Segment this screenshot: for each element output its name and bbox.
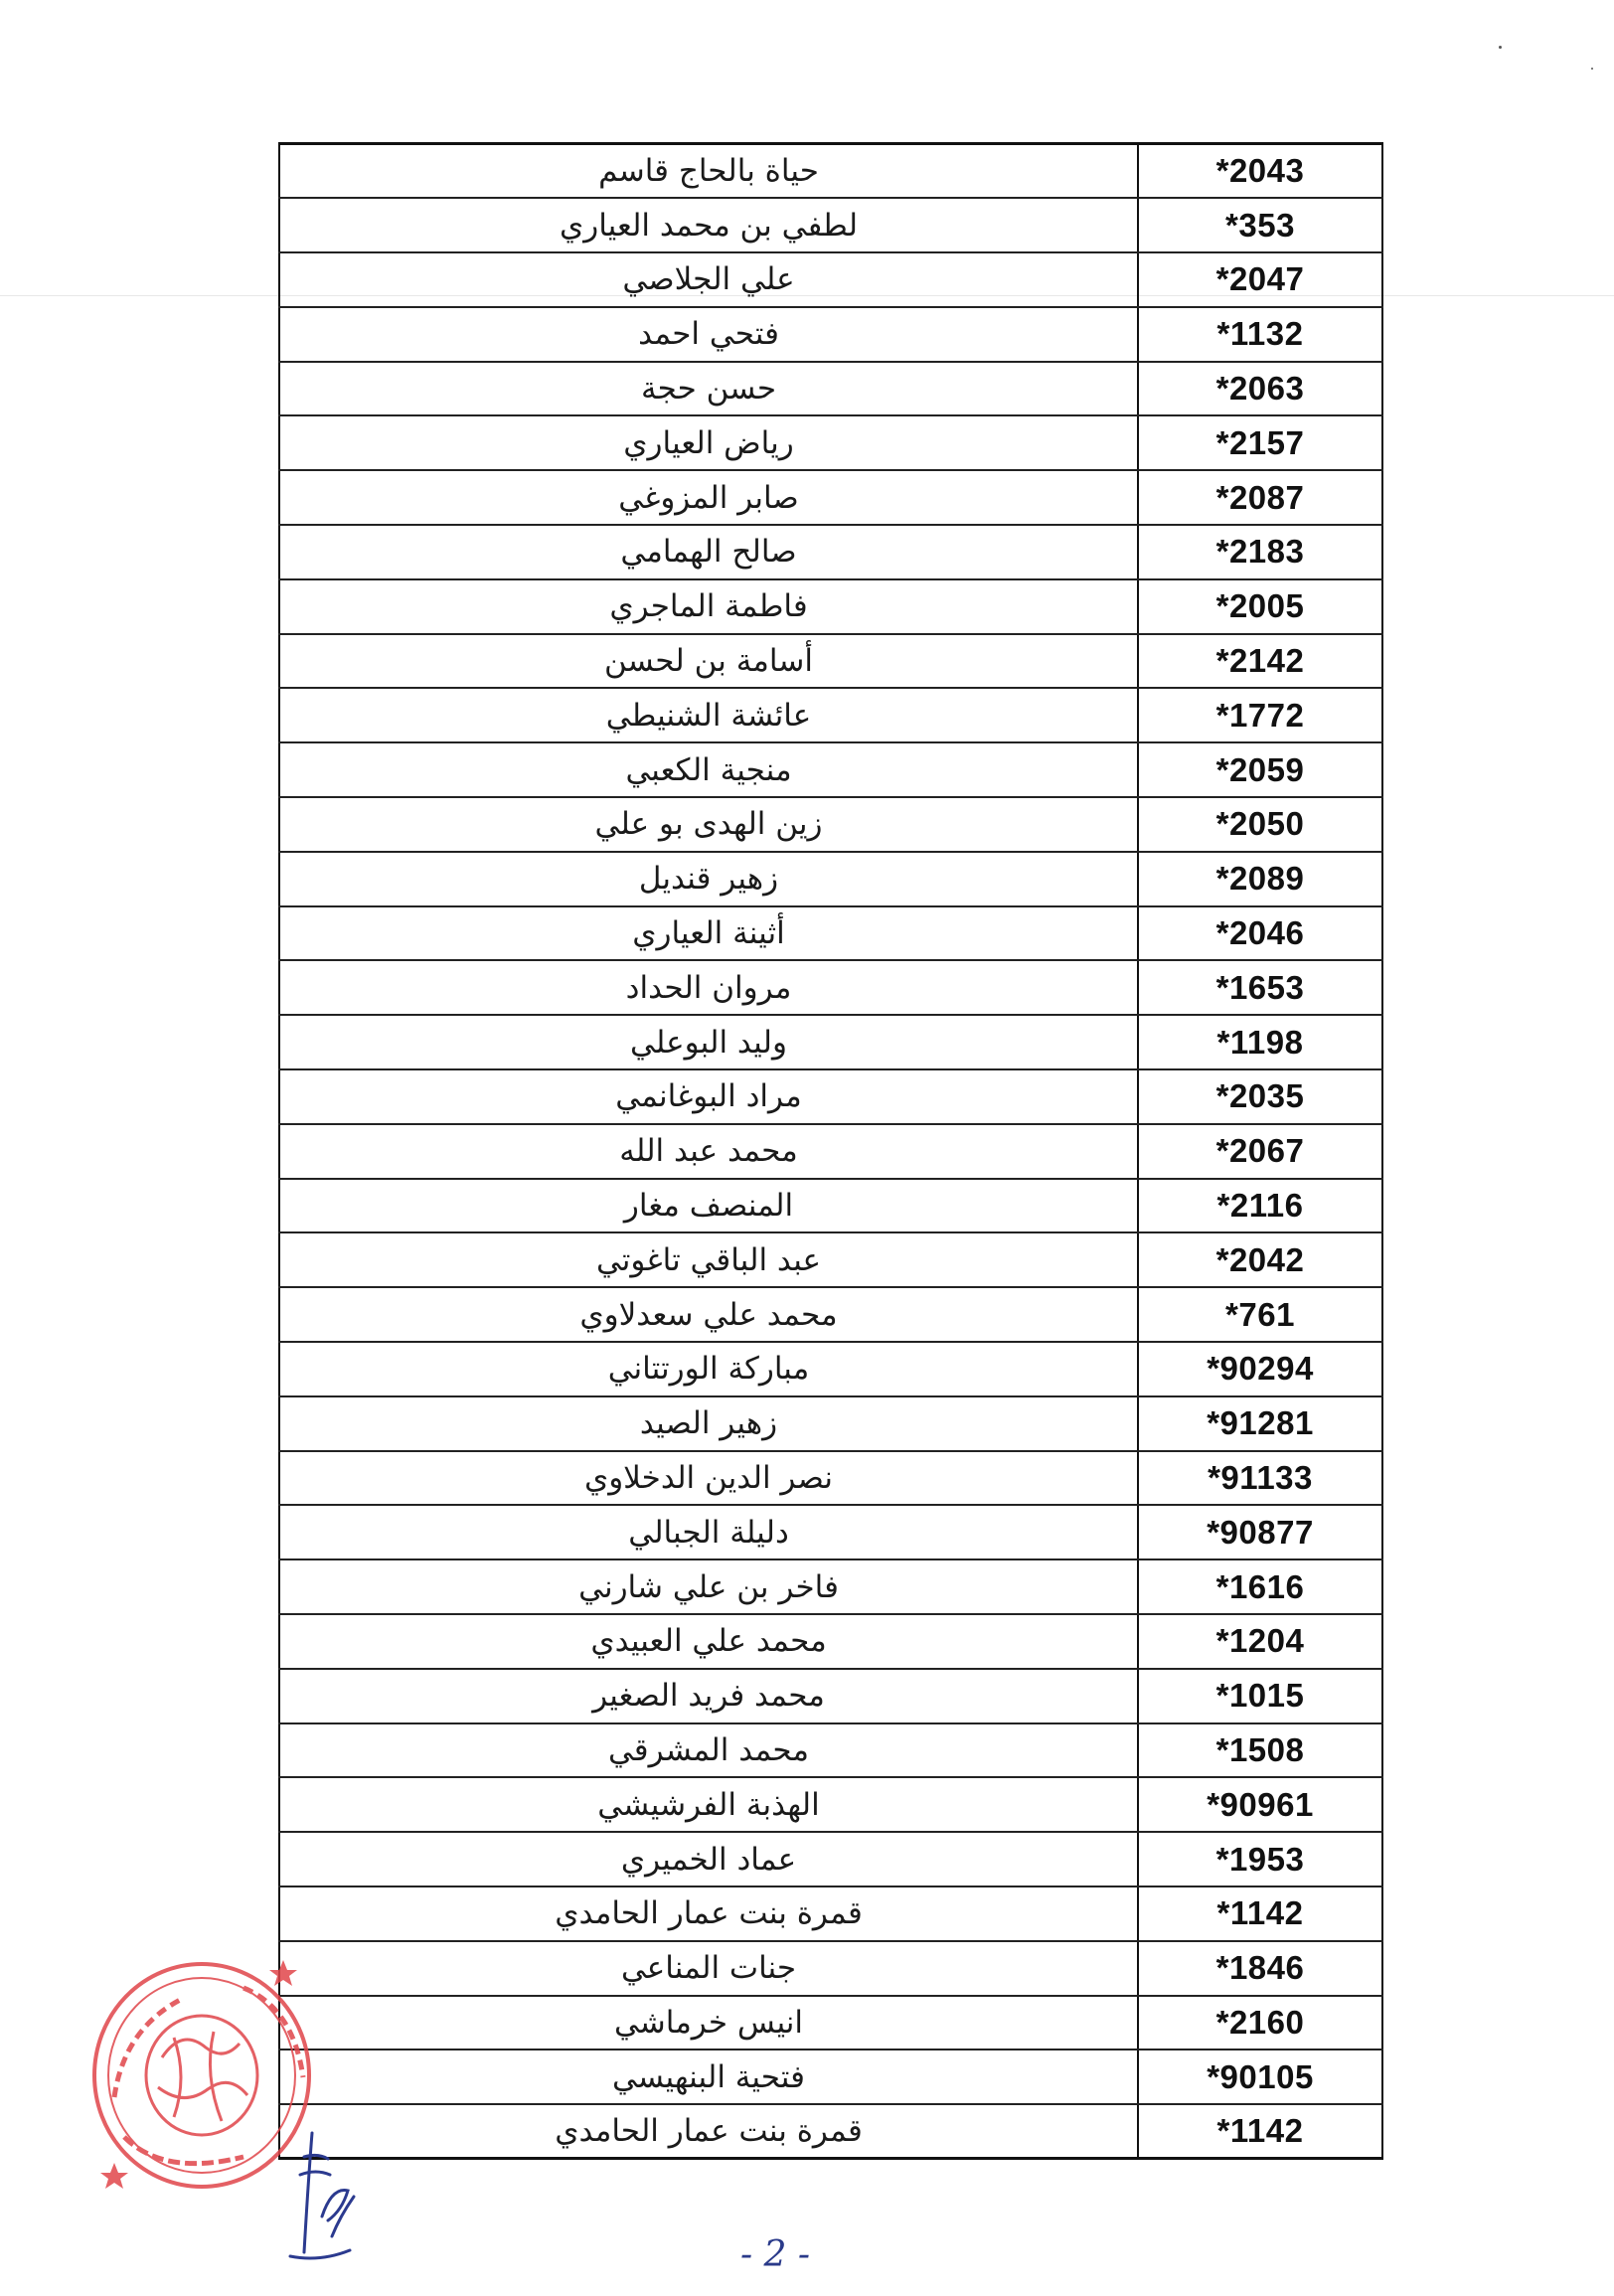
- table-row: [279, 144, 1382, 199]
- table-row: [279, 1941, 1382, 1996]
- names-table: [278, 142, 1383, 2160]
- table-row: [279, 960, 1382, 1015]
- row-code: *1653: [1138, 960, 1382, 1015]
- table-row: [279, 252, 1382, 307]
- row-name: وليد البوعلي: [279, 1015, 1138, 1069]
- table-row: [279, 1723, 1382, 1778]
- row-code: *2050: [1138, 797, 1382, 852]
- row-code: *353: [1138, 198, 1382, 252]
- row-name: عماد الخميري: [279, 1832, 1138, 1886]
- scan-speck: [1591, 68, 1593, 70]
- table-row: [279, 362, 1382, 416]
- table-row: [279, 1669, 1382, 1723]
- row-code: *2142: [1138, 634, 1382, 689]
- row-name: محمد فريد الصغير: [279, 1669, 1138, 1723]
- table-row: [279, 1886, 1382, 1941]
- row-code: *91281: [1138, 1396, 1382, 1451]
- row-name: محمد عبد الله: [279, 1124, 1138, 1179]
- row-code: *90961: [1138, 1777, 1382, 1832]
- table-row: [279, 415, 1382, 470]
- row-code: *2089: [1138, 852, 1382, 906]
- table-body: [279, 144, 1382, 2159]
- row-name: فتحية البنهيسي: [279, 2050, 1138, 2104]
- row-name: دليلة الجبالي: [279, 1505, 1138, 1559]
- row-code: *1772: [1138, 688, 1382, 742]
- row-name: زهير قنديل: [279, 852, 1138, 906]
- table-row: [279, 1777, 1382, 1832]
- row-name: زين الهدى بو علي: [279, 797, 1138, 852]
- row-code: *90294: [1138, 1342, 1382, 1396]
- table-row: [279, 1342, 1382, 1396]
- row-name: محمد المشرقي: [279, 1723, 1138, 1778]
- table-row: [279, 1232, 1382, 1287]
- table-row: [279, 1396, 1382, 1451]
- table-row: [279, 307, 1382, 362]
- row-code: *91133: [1138, 1451, 1382, 1506]
- table-row: [279, 688, 1382, 742]
- table-row: [279, 2104, 1382, 2159]
- row-name: عائشة الشنيطي: [279, 688, 1138, 742]
- row-code: *2183: [1138, 525, 1382, 579]
- row-code: *1616: [1138, 1559, 1382, 1614]
- row-name: مباركة الورتتاني: [279, 1342, 1138, 1396]
- table-row: [279, 1559, 1382, 1614]
- handwritten-initials-icon: [260, 2127, 380, 2266]
- row-code: *1015: [1138, 1669, 1382, 1723]
- row-code: *2157: [1138, 415, 1382, 470]
- table-row: [279, 1015, 1382, 1069]
- row-name: أسامة بن لحسن: [279, 634, 1138, 689]
- table-row: [279, 1505, 1382, 1559]
- row-name: جنات المناعي: [279, 1941, 1138, 1996]
- row-code: *1953: [1138, 1832, 1382, 1886]
- table-row: [279, 797, 1382, 852]
- row-name: قمرة بنت عمار الحامدي: [279, 2104, 1138, 2159]
- scan-speck: [1499, 46, 1502, 49]
- row-code: *1198: [1138, 1015, 1382, 1069]
- row-name: فتحي احمد: [279, 307, 1138, 362]
- row-name: علي الجلاصي: [279, 252, 1138, 307]
- table-row: [279, 1832, 1382, 1886]
- table-row: [279, 1069, 1382, 1124]
- row-name: لطفي بن محمد العياري: [279, 198, 1138, 252]
- table-row: [279, 1451, 1382, 1506]
- row-code: *2005: [1138, 579, 1382, 634]
- table-row: [279, 525, 1382, 579]
- row-name: قمرة بنت عمار الحامدي: [279, 1886, 1138, 1941]
- row-name: صابر المزوغي: [279, 470, 1138, 525]
- page-number: - 2 -: [739, 2234, 811, 2275]
- table-row: [279, 1287, 1382, 1342]
- row-code: *1846: [1138, 1941, 1382, 1996]
- row-code: *1204: [1138, 1614, 1382, 1669]
- row-code: *1132: [1138, 307, 1382, 362]
- row-code: *90105: [1138, 2050, 1382, 2104]
- row-name: حياة بالحاج قاسم: [279, 144, 1138, 199]
- row-code: *2160: [1138, 1996, 1382, 2050]
- row-name: أثينة العياري: [279, 906, 1138, 961]
- table-row: [279, 1614, 1382, 1669]
- row-name: انيس خرماشي: [279, 1996, 1138, 2050]
- table-row: [279, 198, 1382, 252]
- table-row: [279, 2050, 1382, 2104]
- table-row: [279, 1124, 1382, 1179]
- row-code: *1508: [1138, 1723, 1382, 1778]
- row-name: فاطمة الماجري: [279, 579, 1138, 634]
- row-name: فاخر بن علي شارني: [279, 1559, 1138, 1614]
- row-code: *2035: [1138, 1069, 1382, 1124]
- table-row: [279, 634, 1382, 689]
- row-code: *2042: [1138, 1232, 1382, 1287]
- table-row: [279, 742, 1382, 797]
- row-code: *2116: [1138, 1179, 1382, 1233]
- row-code: *2087: [1138, 470, 1382, 525]
- row-name: زهير الصيد: [279, 1396, 1138, 1451]
- table-row: [279, 852, 1382, 906]
- row-name: المنصف مغار: [279, 1179, 1138, 1233]
- row-name: عبد الباقي تاغوتي: [279, 1232, 1138, 1287]
- table-row: [279, 906, 1382, 961]
- table-row: [279, 1996, 1382, 2050]
- table-row: [279, 470, 1382, 525]
- row-code: *1142: [1138, 1886, 1382, 1941]
- row-name: مراد البوغانمي: [279, 1069, 1138, 1124]
- row-name: مروان الحداد: [279, 960, 1138, 1015]
- row-code: *2059: [1138, 742, 1382, 797]
- row-code: *2043: [1138, 144, 1382, 199]
- row-code: *2063: [1138, 362, 1382, 416]
- row-name: محمد علي سعدلاوي: [279, 1287, 1138, 1342]
- row-name: حسن حجة: [279, 362, 1138, 416]
- row-name: منجية الكعبي: [279, 742, 1138, 797]
- row-name: رياض العياري: [279, 415, 1138, 470]
- row-name: محمد علي العبيدي: [279, 1614, 1138, 1669]
- row-code: *90877: [1138, 1505, 1382, 1559]
- row-name: الهذبة الفرشيشي: [279, 1777, 1138, 1832]
- row-code: *2046: [1138, 906, 1382, 961]
- row-code: *1142: [1138, 2104, 1382, 2159]
- table-row: [279, 1179, 1382, 1233]
- row-name: نصر الدين الدخلاوي: [279, 1451, 1138, 1506]
- row-code: *761: [1138, 1287, 1382, 1342]
- row-code: *2067: [1138, 1124, 1382, 1179]
- row-name: صالح الهمامي: [279, 525, 1138, 579]
- table-row: [279, 579, 1382, 634]
- row-code: *2047: [1138, 252, 1382, 307]
